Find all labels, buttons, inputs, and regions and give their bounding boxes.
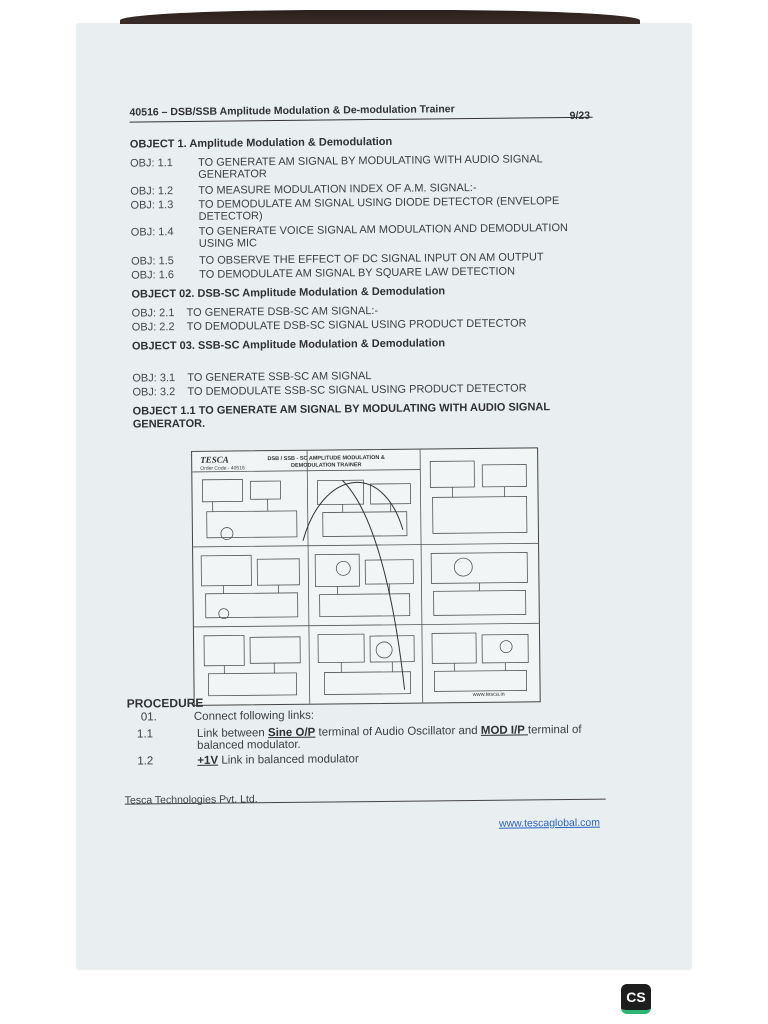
obj-text: TO GENERATE AM SIGNAL BY MODULATING WITH AUDIO SIGNAL GENERATOR [197, 153, 543, 181]
obj-id: OBJ: 1.6 [131, 269, 175, 282]
obj-id: OBJ: 3.2 [132, 386, 176, 399]
step-text [197, 724, 607, 752]
procedure-heading: PROCEDURE [126, 695, 204, 711]
step-text [197, 753, 359, 767]
camscanner-logo-icon: CS [621, 984, 651, 1014]
sine-op-label: Sine O/P [267, 726, 316, 740]
obj-text: TO OBSERVE THE EFFECT OF DC SIGNAL INPUT ON AM OUTPUT [199, 251, 544, 267]
mod-ip-label: MOD I/P [480, 724, 528, 737]
obj-text: TO DEMODULATE SSB-SC SIGNAL USING PRODUCT DETECTOR [187, 382, 527, 398]
obj-text: TO GENERATE VOICE SIGNAL AM MODULATION AND DEMODULATION USING MIC [198, 221, 568, 250]
tesca-logo: TESCA [200, 454, 229, 465]
obj-id: OBJ: 2.2 [131, 321, 175, 334]
object1-heading: OBJECT 1. Amplitude Modulation & Demodulation [129, 135, 393, 151]
text-run: terminal of Audio Oscillator and [315, 724, 481, 739]
page-content [73, 21, 697, 972]
obj-id: OBJ: 1.1 [129, 157, 173, 170]
text-run: terminal of balanced modulator. [197, 723, 582, 752]
obj-text: TO DEMODULATE AM SIGNAL BY SQUARE LAW DETECTION [199, 265, 516, 281]
step-number: 1.1 [136, 728, 154, 741]
plus-1v-label: +1V [197, 754, 219, 767]
obj-id: OBJ: 1.4 [130, 226, 174, 239]
obj-text: TO GENERATE DSB-SC AM SIGNAL:- [186, 304, 379, 319]
footer-company: Tesca Technologies Pvt. Ltd. [124, 793, 258, 807]
text-run: Link between [196, 727, 269, 740]
trainer-title: DSB / SSB - SC AMPLITUDE MODULATION & DEMODULATION TRAINER [267, 454, 385, 469]
obj-id: OBJ: 2.1 [131, 307, 175, 320]
step-text: Connect following links: [193, 709, 315, 723]
object2-heading: OBJECT 02. DSB-SC Amplitude Modulation & Demodulation [131, 285, 446, 301]
obj-text: TO MEASURE MODULATION INDEX OF A.M. SIGNAL:- [198, 181, 477, 197]
step-number: 01. [140, 711, 157, 724]
circuit-schematic-image [192, 448, 540, 705]
step-number: 1.2 [137, 755, 154, 768]
obj-text: TO GENERATE SSB-SC AM SIGNAL [187, 370, 372, 384]
diagram-website: www.tesca.in [472, 691, 505, 699]
obj-id: OBJ: 1.5 [131, 255, 174, 268]
obj-text: TO DEMODULATE DSB-SC SIGNAL USING PRODUCT DETECTOR [186, 317, 527, 333]
text-run: Link in balanced modulator [218, 753, 359, 767]
header-page-number: 9/23 [569, 109, 591, 122]
object3-heading: OBJECT 03. SSB-SC Amplitude Modulation & Demodulation [131, 337, 446, 353]
obj-id: OBJ: 1.3 [130, 199, 174, 212]
obj-text: TO DEMODULATE AM SIGNAL USING DIODE DETECTOR (ENVELOPE DETECTOR) [198, 195, 560, 223]
obj-id: OBJ: 1.2 [130, 185, 174, 198]
obj-id: OBJ: 3.1 [132, 372, 176, 385]
trainer-panel-diagram [191, 447, 541, 706]
order-code: Order Code - 40516 [200, 465, 245, 472]
object11-heading: OBJECT 1.1 TO GENERATE AM SIGNAL BY MODULATING WITH AUDIO SIGNAL GENERATOR. [132, 401, 550, 431]
document-page [77, 24, 691, 969]
header-title: 40516 – DSB/SSB Amplitude Modulation & De-modulation Trainer [129, 103, 455, 119]
footer-website-link[interactable]: www.tescaglobal.com [498, 816, 601, 830]
